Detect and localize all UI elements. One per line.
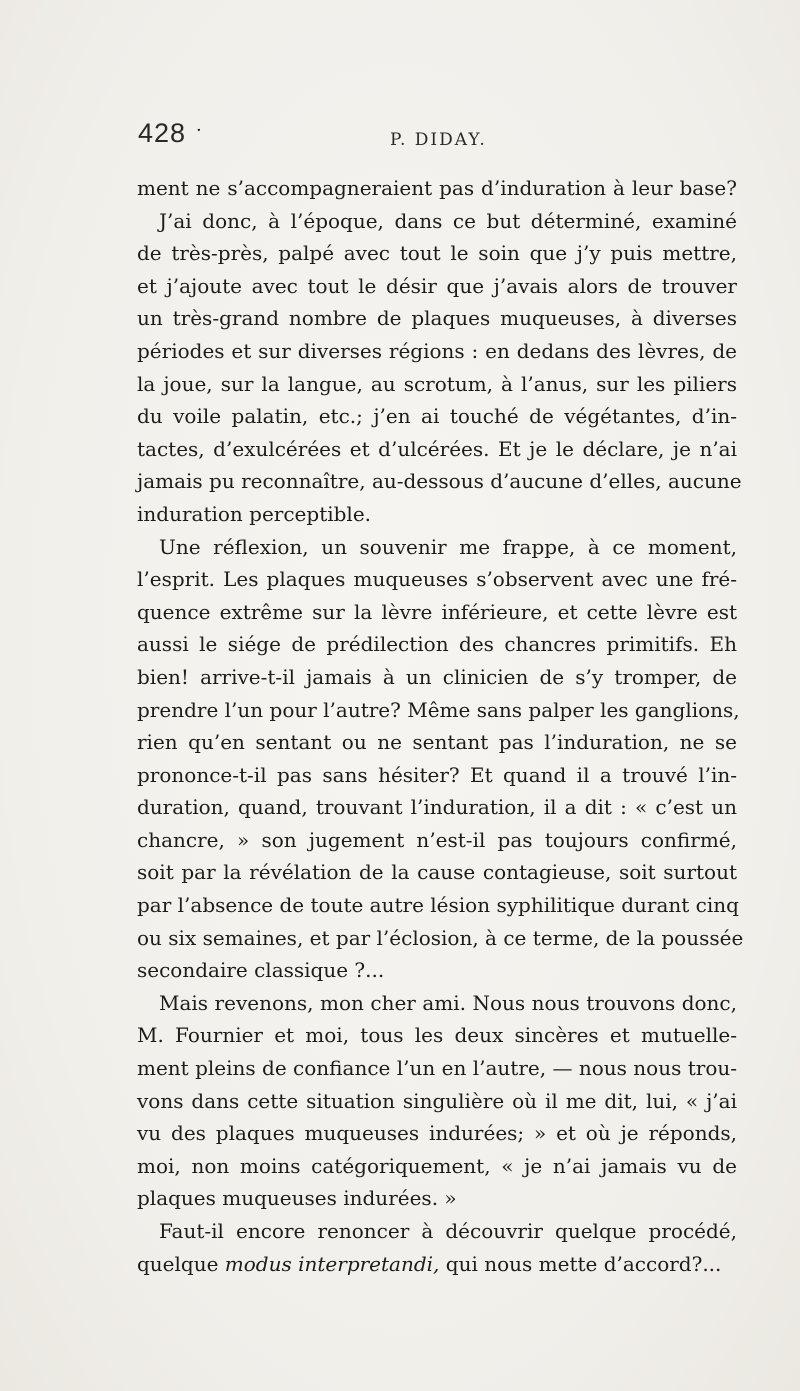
text-line: chancre, » son jugement n’est-il pas toujours confirmé, — [137, 827, 737, 852]
text-line-final — [137, 1248, 737, 1281]
text-line: Mais revenons, mon cher ami. Nous nous trouvons donc, — [159, 990, 737, 1015]
text-line: soit par la révélation de la cause contagieuse, soit surtout — [137, 860, 737, 885]
text-line: un très-grand nombre de plaques muqueuses, à diverses — [137, 306, 737, 331]
text-line: quence extrême sur la lèvre inférieure, et cette lèvre est — [137, 599, 737, 624]
text-line: prendre l’un pour l’autre? Même sans palper les ganglions, — [137, 697, 740, 722]
text-line: bien! arrive-t-il jamais à un clinicien de s’y tromper, de — [137, 664, 737, 689]
text-line: et j’ajoute avec tout le désir que j’avais alors de trouver — [137, 273, 737, 298]
text-line: M. Fournier et moi, tous les deux sincères et mutuelle- — [137, 1023, 737, 1048]
text-line: induration perceptible. — [137, 501, 372, 526]
text-line: tactes, d’exulcérées et d’ulcérées. Et je le déclare, je n’ai — [137, 436, 737, 461]
latin-phrase: modus interpretandi, — [224, 1251, 440, 1276]
page-number: 428 — [138, 118, 187, 148]
text-line: du voile palatin, etc.; j’en ai touché de végétantes, d’in- — [137, 404, 737, 429]
running-title: P. DIDAY. — [390, 130, 487, 150]
text-line: plaques muqueuses indurées. » — [137, 1186, 457, 1211]
text-line: ment ne s’accompagneraient pas d’induration à leur base? — [137, 176, 737, 200]
text-line: vu des plaques muqueuses indurées; » et où je réponds, — [137, 1121, 737, 1146]
text-line: par l’absence de toute autre lésion syphilitique durant cinq — [137, 893, 739, 918]
text-line: ou six semaines, et par l’éclosion, à ce terme, de la poussée — [137, 925, 744, 950]
header-separator: · — [196, 120, 202, 141]
final-line-start: quelque — [137, 1251, 225, 1276]
text-line: Une réflexion, un souvenir me frappe, à ce moment, — [159, 534, 737, 559]
text-line: Faut-il encore renoncer à découvrir quelque procédé, — [159, 1219, 737, 1243]
final-line-end: qui nous mette d’accord?... — [439, 1251, 722, 1276]
body-text — [137, 172, 744, 1280]
text-line: moi, non moins catégoriquement, « je n’ai jamais vu de — [137, 1153, 737, 1178]
text-line: jamais pu reconnaître, au-dessous d’aucune d’elles, aucune — [137, 469, 742, 494]
text-line: secondaire classique ?... — [137, 958, 385, 983]
text-line: aussi le siége de prédilection des chancres primitifs. Eh — [137, 632, 737, 657]
text-line: rien qu’en sentant ou ne sentant pas l’induration, ne se — [137, 730, 737, 755]
text-line: duration, quand, trouvant l’induration, il a dit : « c’est un — [137, 795, 737, 820]
text-line: de très-près, palpé avec tout le soin que j’y puis mettre, — [137, 241, 737, 266]
running-head — [138, 118, 738, 158]
text-line: l’esprit. Les plaques muqueuses s’observent avec une fré- — [137, 567, 737, 592]
text-line: la joue, sur la langue, au scrotum, à l’anus, sur les piliers — [137, 371, 737, 396]
text-line: vons dans cette situation singulière où il me dit, lui, « j’ai — [137, 1088, 737, 1113]
text-line: prononce-t-il pas sans hésiter? Et quand il a trouvé l’in- — [137, 762, 737, 787]
text-line: J’ai donc, à l’époque, dans ce but déterminé, examiné — [159, 208, 737, 233]
text-line: ment pleins de confiance l’un en l’autre, — nous nous trou- — [137, 1056, 737, 1081]
text-line: périodes et sur diverses régions : en dedans des lèvres, de — [137, 338, 737, 363]
